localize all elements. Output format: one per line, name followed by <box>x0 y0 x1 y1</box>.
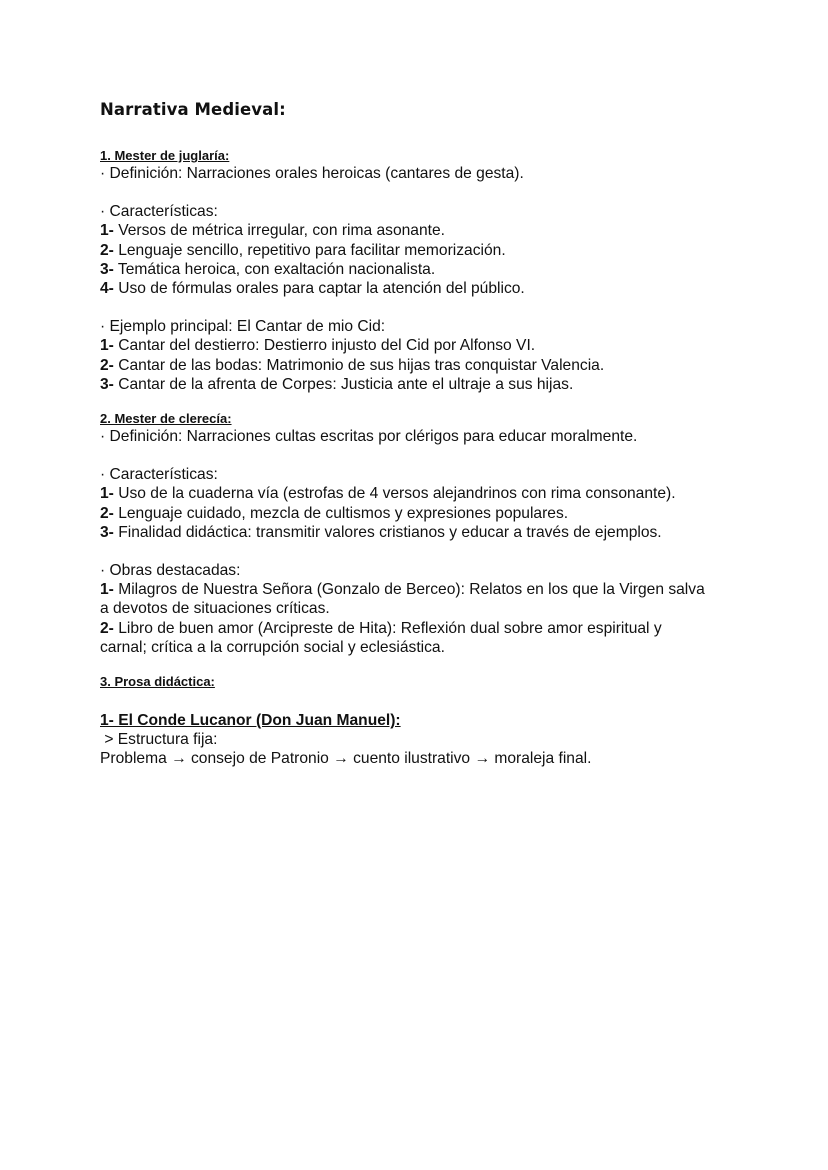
lucanor-structure: Problema → consejo de Patronio → cuento ilustrativo → moraleja final. <box>100 750 592 768</box>
clerecia-work-2: 2- Libro de buen amor (Arcipreste de Hita): Reflexión dual sobre amor espiritual y carnal; crítica a la corrupción social y eclesiástica. <box>100 619 662 656</box>
document-title: Narrativa Medieval: <box>100 100 286 119</box>
juglaria-definition: · Definición: Narraciones orales heroicas (cantares de gesta). <box>100 165 524 182</box>
juglaria-features-label: · Características: <box>100 203 218 221</box>
clerecia-feature-2: 2- Lenguaje cuidado, mezcla de cultismos y expresiones populares. <box>100 504 569 522</box>
juglaria-feature-3: 3- Temática heroica, con exaltación nacionalista. <box>100 260 436 278</box>
clerecia-feature-3: 3- Finalidad didáctica: transmitir valores cristianos y educar a través de ejemplos. <box>100 523 662 541</box>
clerecia-definition: · Definición: Narraciones cultas escritas por clérigos para educar moralmente. <box>100 428 638 446</box>
juglaria-example-label: · Ejemplo principal: El Cantar de mio Cid: <box>100 318 386 336</box>
lucanor-structure-label: > Estructura fija: <box>100 731 218 749</box>
clerecia-works-label: · Obras destacadas: <box>100 562 241 580</box>
juglaria-example-3: 3- Cantar de la afrenta de Corpes: Justicia ante el ultraje a sus hijas. <box>100 375 574 393</box>
juglaria-feature-4: 4- Uso de fórmulas orales para captar la atención del público. <box>100 280 525 298</box>
clerecia-features-label: · Características: <box>100 466 218 484</box>
juglaria-example-2: 2- Cantar de las bodas: Matrimonio de sus hijas tras conquistar Valencia. <box>100 356 605 374</box>
clerecia-work-1: 1- Milagros de Nuestra Señora (Gonzalo de Berceo): Relatos en los que la Virgen salva a devotos de situaciones críticas. <box>100 581 705 618</box>
section-heading-juglaria: 1. Mester de juglaría: <box>100 148 230 163</box>
juglaria-example-1: 1- Cantar del destierro: Destierro injusto del Cid por Alfonso VI. <box>100 337 536 355</box>
lucanor-title: 1- El Conde Lucanor (Don Juan Manuel): <box>100 712 401 730</box>
section-heading-clerecia: 2. Mester de clerecía: <box>100 411 232 427</box>
clerecia-feature-1: 1- Uso de la cuaderna vía (estrofas de 4 versos alejandrinos con rima consonante). <box>100 485 676 503</box>
document-page <box>100 100 740 769</box>
juglaria-feature-1: 1- Versos de métrica irregular, con rima asonante. <box>100 222 445 240</box>
section-heading-prosa: 3. Prosa didáctica: <box>100 674 215 690</box>
juglaria-feature-2: 2- Lenguaje sencillo, repetitivo para facilitar memorización. <box>100 241 506 259</box>
